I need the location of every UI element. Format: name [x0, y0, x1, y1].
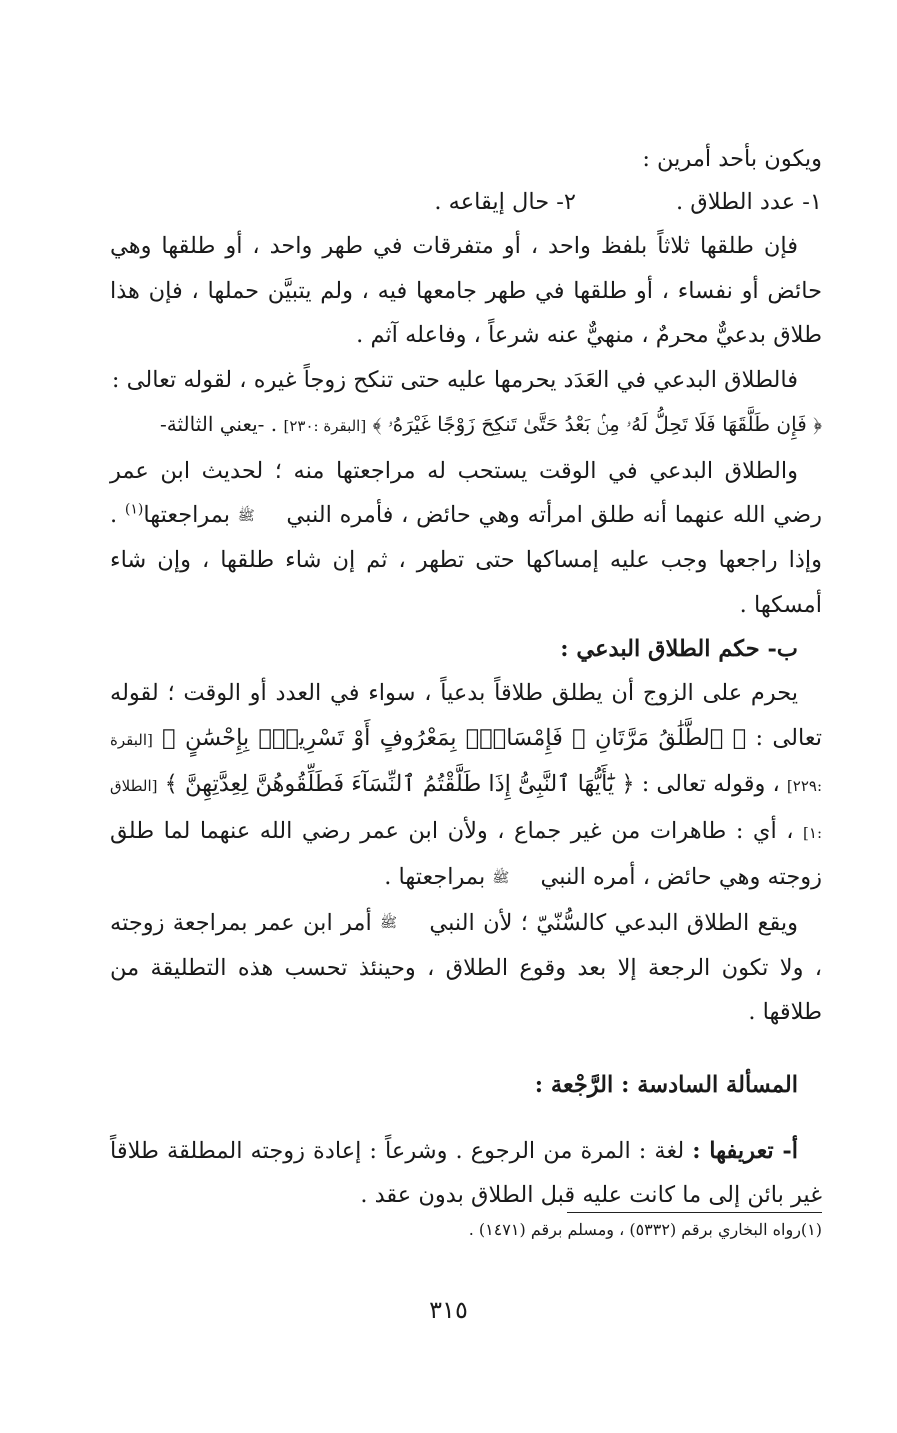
paragraph-1: فإن طلقها ثلاثاً بلفظ واحد ، أو متفرقات في طهر واحد ، أو طلقها وهي حائض أو نفساء ، أو طلقها في طهر جامعها فيه ، ولم يتبيَّن حملها ، فإن هذا طلاق بدعيٌّ محرمٌ ، منهيٌّ عنه شرعاً ، وفاعله آثم . [110, 233, 822, 348]
item-count: ١- عدد الطلاق . [675, 189, 822, 215]
paragraph-4-b: ، وقوله تعالى : [641, 771, 780, 798]
paragraph-5-b: أمر ابن عمر بمراجعة زوجته ، ولا تكون الرجعة إلا بعد وقوع الطلاق ، وحينئذ تحسب هذه التطليقة من طلاقها . [110, 909, 822, 1026]
verse-3-ref: [الطلاق :١] [110, 777, 822, 842]
heading-sixth-issue: المسألة السادسة : الرَّجْعة : [534, 1071, 798, 1098]
verse-2-ref: [البقرة :٢٢٩] [110, 730, 822, 796]
paragraph-4 [110, 671, 822, 900]
verse-2: ﴿ ٱلطَّلَٰقُ مَرَّتَانِ ۖ فَإِمْسَاكٌۢ بِمَعْرُوفٍ أَوْ تَسْرِيحٌۢ بِإِحْسَٰنٍ ﴾ [162, 724, 747, 751]
footnote: (١)رواه البخاري برقم (٥٣٣٢) ، ومسلم برقم (١٤٧١) . [468, 1220, 822, 1239]
paragraph-3-b: بمراجعتها [143, 502, 231, 528]
verse-3: ﴿ يَٰٓأَيُّهَا ٱلنَّبِىُّ إِذَا طَلَّقْتُمُ ٱلنِّسَآءَ فَطَلِّقُوهُنَّ لِعِدَّتِهِنَّ ﴾ [164, 771, 635, 798]
paragraph-4-d: بمراجعتها . [384, 864, 486, 891]
page-number: ٣١٥ [429, 1296, 468, 1324]
verse-1-ref: [البقرة :٢٣٠] [283, 417, 367, 435]
salawat-glyph: ﷺ [380, 915, 397, 932]
footnote-divider [567, 1212, 822, 1213]
paragraph-2: فالطلاق البدعي في العَدَد يحرمها عليه حتى تنكح زوجاً غيره ، لقوله تعالى : [111, 366, 798, 393]
intro-line: ويكون بأحد أمرين : [642, 146, 822, 172]
paragraph-5 [110, 901, 822, 1035]
paragraph-4-c: ، أي : طاهرات من غير جماع ، ولأن ابن عمر رضي الله عنهما لما طلق زوجته وهي حائض ، أمره النبي [110, 817, 822, 891]
paragraph-3-c: . وإذا راجعها وجب عليه إمساكها حتى تطهر ، ثم إن شاء طلقها ، وإن شاء أمسكها . [110, 502, 822, 618]
footnote-marker[interactable]: (١) [124, 501, 144, 518]
verse-line-1 [110, 402, 822, 449]
verse-1: ﴿ فَإِن طَلَّقَهَا فَلَا تَحِلُّ لَهُۥ مِنۢ بَعْدُ حَتَّىٰ تَنكِحَ زَوْجًا غَيْرَهُۥ ﴾ [372, 412, 822, 436]
heading-bidaa-ruling: ب- حكم الطلاق البدعي : [560, 636, 798, 663]
salawat-glyph: ﷺ [237, 507, 255, 524]
definition-label: أ- تعريفها : [692, 1137, 798, 1164]
items-row [110, 181, 822, 224]
page-body [110, 138, 822, 1218]
definition-text: لغة : المرة من الرجوع . وشرعاً : إعادة زوجته المطلقة طلاقاً غير بائن إلى ما كانت عليه قبل الطلاق بدون عقد . [110, 1137, 822, 1209]
paragraph-5-a: ويقع الطلاق البدعي كالسُّنّيّ ؛ لأن النبي [429, 909, 799, 936]
salawat-glyph: ﷺ [492, 870, 510, 886]
item-state: ٢- حال إيقاعه . [434, 189, 576, 215]
paragraph-3-a: والطلاق البدعي في الوقت يستحب له مراجعتها منه ؛ لحديث ابن عمر رضي الله عنهما أنه طلق امرأته وهي حائض ، فأمره النبي [110, 457, 822, 528]
verse-1-tail: . -يعني الثالثة- [160, 412, 278, 436]
paragraph-6 [110, 1129, 822, 1218]
paragraph-3 [110, 449, 822, 628]
paragraph-4-a: يحرم على الزوج أن يطلق طلاقاً بدعياً ، سواء في العدد أو الوقت ؛ لقوله تعالى : [110, 680, 822, 751]
